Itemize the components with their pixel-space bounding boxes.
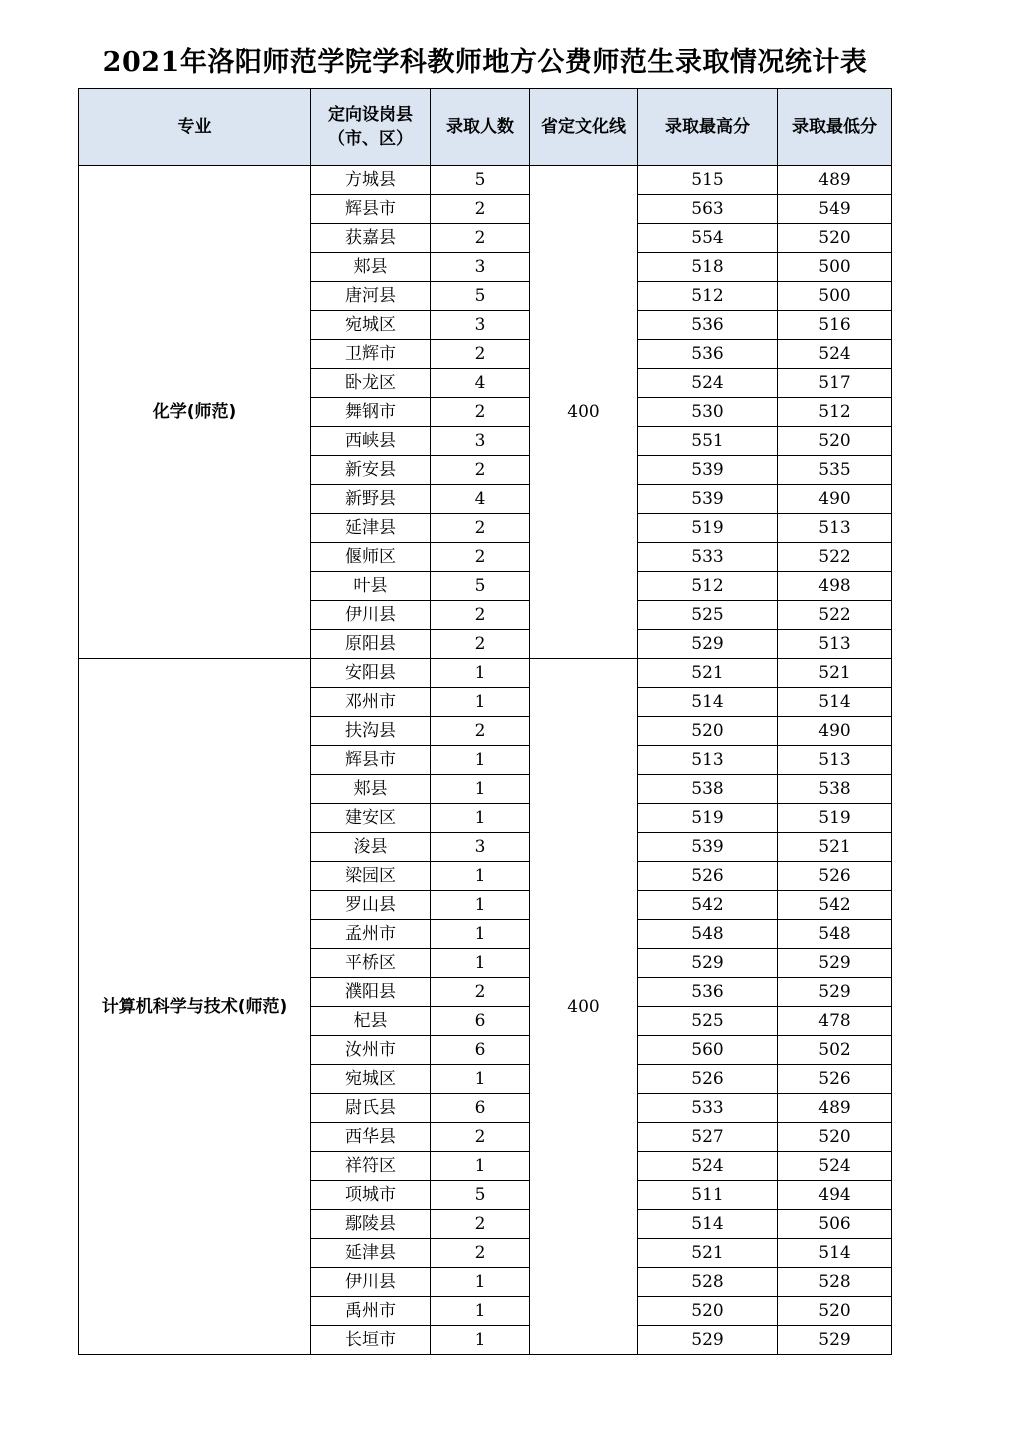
max-score-cell: 520 [638,717,778,746]
count-cell: 2 [431,224,530,253]
table-row [79,659,892,688]
count-cell: 2 [431,195,530,224]
max-score-cell: 539 [638,485,778,514]
county-cell: 扶沟县 [311,717,431,746]
county-cell: 辉县市 [311,195,431,224]
count-cell: 1 [431,920,530,949]
min-score-cell: 512 [778,398,892,427]
table-body [79,166,892,1355]
county-cell: 叶县 [311,572,431,601]
admission-table [78,88,892,1355]
min-score-cell: 514 [778,688,892,717]
county-cell: 西峡县 [311,427,431,456]
county-cell: 濮阳县 [311,978,431,1007]
max-score-cell: 527 [638,1123,778,1152]
count-cell: 2 [431,601,530,630]
county-cell: 杞县 [311,1007,431,1036]
min-score-cell: 490 [778,485,892,514]
county-cell: 新安县 [311,456,431,485]
county-cell: 郏县 [311,253,431,282]
count-cell: 1 [431,1297,530,1326]
count-cell: 1 [431,804,530,833]
count-cell: 2 [431,543,530,572]
max-score-cell: 518 [638,253,778,282]
max-score-cell: 526 [638,862,778,891]
count-cell: 2 [431,456,530,485]
county-cell: 偃师区 [311,543,431,572]
county-cell: 宛城区 [311,311,431,340]
min-score-cell: 489 [778,166,892,195]
header-major: 专业 [79,89,311,166]
min-score-cell: 520 [778,427,892,456]
min-score-cell: 494 [778,1181,892,1210]
min-score-cell: 524 [778,340,892,369]
min-score-cell: 529 [778,978,892,1007]
provincial-line-cell: 400 [530,166,638,659]
county-cell: 宛城区 [311,1065,431,1094]
min-score-cell: 513 [778,630,892,659]
count-cell: 5 [431,1181,530,1210]
max-score-cell: 528 [638,1268,778,1297]
min-score-cell: 506 [778,1210,892,1239]
header-min-score: 录取最低分 [778,89,892,166]
max-score-cell: 530 [638,398,778,427]
count-cell: 1 [431,1268,530,1297]
min-score-cell: 520 [778,224,892,253]
count-cell: 1 [431,862,530,891]
min-score-cell: 521 [778,833,892,862]
max-score-cell: 551 [638,427,778,456]
count-cell: 3 [431,311,530,340]
count-cell: 6 [431,1094,530,1123]
count-cell: 4 [431,485,530,514]
header-county-line2: （市、区） [328,129,413,149]
max-score-cell: 511 [638,1181,778,1210]
county-cell: 尉氏县 [311,1094,431,1123]
page-title: 2021年洛阳师范学院学科教师地方公费师范生录取情况统计表 [102,47,868,78]
count-cell: 6 [431,1036,530,1065]
count-cell: 3 [431,253,530,282]
max-score-cell: 529 [638,630,778,659]
min-score-cell: 529 [778,1326,892,1355]
count-cell: 1 [431,775,530,804]
county-cell: 延津县 [311,1239,431,1268]
count-cell: 1 [431,1152,530,1181]
count-cell: 2 [431,1239,530,1268]
county-cell: 唐河县 [311,282,431,311]
max-score-cell: 533 [638,1094,778,1123]
count-cell: 1 [431,891,530,920]
header-county-line1: 定向设岗县 [328,105,413,125]
major-cell: 计算机科学与技术(师范) [79,659,311,1355]
count-cell: 1 [431,1326,530,1355]
max-score-cell: 529 [638,949,778,978]
county-cell: 西华县 [311,1123,431,1152]
min-score-cell: 520 [778,1297,892,1326]
county-cell: 安阳县 [311,659,431,688]
county-cell: 汝州市 [311,1036,431,1065]
header-provincial-line: 省定文化线 [530,89,638,166]
header-count: 录取人数 [431,89,530,166]
min-score-cell: 535 [778,456,892,485]
max-score-cell: 536 [638,978,778,1007]
min-score-cell: 522 [778,601,892,630]
count-cell: 2 [431,398,530,427]
min-score-cell: 538 [778,775,892,804]
max-score-cell: 536 [638,340,778,369]
county-cell: 浚县 [311,833,431,862]
max-score-cell: 512 [638,282,778,311]
county-cell: 郏县 [311,775,431,804]
max-score-cell: 526 [638,1065,778,1094]
min-score-cell: 514 [778,1239,892,1268]
count-cell: 6 [431,1007,530,1036]
table-row [79,166,892,195]
max-score-cell: 524 [638,369,778,398]
county-cell: 方城县 [311,166,431,195]
max-score-cell: 514 [638,688,778,717]
max-score-cell: 525 [638,601,778,630]
min-score-cell: 478 [778,1007,892,1036]
county-cell: 伊川县 [311,1268,431,1297]
max-score-cell: 529 [638,1326,778,1355]
county-cell: 卧龙区 [311,369,431,398]
major-cell: 化学(师范) [79,166,311,659]
county-cell: 原阳县 [311,630,431,659]
county-cell: 平桥区 [311,949,431,978]
county-cell: 舞钢市 [311,398,431,427]
min-score-cell: 542 [778,891,892,920]
max-score-cell: 536 [638,311,778,340]
count-cell: 4 [431,369,530,398]
county-cell: 建安区 [311,804,431,833]
county-cell: 卫辉市 [311,340,431,369]
max-score-cell: 513 [638,746,778,775]
count-cell: 2 [431,1123,530,1152]
max-score-cell: 521 [638,1239,778,1268]
min-score-cell: 513 [778,746,892,775]
count-cell: 2 [431,978,530,1007]
county-cell: 项城市 [311,1181,431,1210]
county-cell: 伊川县 [311,601,431,630]
min-score-cell: 526 [778,1065,892,1094]
min-score-cell: 516 [778,311,892,340]
count-cell: 1 [431,1065,530,1094]
min-score-cell: 500 [778,282,892,311]
count-cell: 2 [431,717,530,746]
min-score-cell: 517 [778,369,892,398]
max-score-cell: 519 [638,804,778,833]
max-score-cell: 548 [638,920,778,949]
count-cell: 1 [431,659,530,688]
header-county [311,89,431,166]
max-score-cell: 533 [638,543,778,572]
count-cell: 2 [431,340,530,369]
max-score-cell: 539 [638,456,778,485]
county-cell: 新野县 [311,485,431,514]
county-cell: 邓州市 [311,688,431,717]
min-score-cell: 520 [778,1123,892,1152]
count-cell: 1 [431,949,530,978]
max-score-cell: 563 [638,195,778,224]
min-score-cell: 500 [778,253,892,282]
max-score-cell: 542 [638,891,778,920]
min-score-cell: 522 [778,543,892,572]
min-score-cell: 490 [778,717,892,746]
county-cell: 孟州市 [311,920,431,949]
county-cell: 罗山县 [311,891,431,920]
min-score-cell: 502 [778,1036,892,1065]
min-score-cell: 521 [778,659,892,688]
count-cell: 5 [431,572,530,601]
min-score-cell: 526 [778,862,892,891]
county-cell: 延津县 [311,514,431,543]
county-cell: 鄢陵县 [311,1210,431,1239]
count-cell: 5 [431,166,530,195]
count-cell: 2 [431,514,530,543]
min-score-cell: 524 [778,1152,892,1181]
count-cell: 3 [431,427,530,456]
county-cell: 获嘉县 [311,224,431,253]
min-score-cell: 519 [778,804,892,833]
county-cell: 辉县市 [311,746,431,775]
max-score-cell: 521 [638,659,778,688]
max-score-cell: 554 [638,224,778,253]
min-score-cell: 548 [778,920,892,949]
header-max-score: 录取最高分 [638,89,778,166]
count-cell: 2 [431,630,530,659]
count-cell: 5 [431,282,530,311]
county-cell: 禹州市 [311,1297,431,1326]
count-cell: 1 [431,746,530,775]
max-score-cell: 514 [638,1210,778,1239]
max-score-cell: 519 [638,514,778,543]
county-cell: 梁园区 [311,862,431,891]
count-cell: 1 [431,688,530,717]
header-row [79,89,892,166]
county-cell: 祥符区 [311,1152,431,1181]
count-cell: 2 [431,1210,530,1239]
max-score-cell: 520 [638,1297,778,1326]
min-score-cell: 513 [778,514,892,543]
min-score-cell: 498 [778,572,892,601]
min-score-cell: 549 [778,195,892,224]
max-score-cell: 560 [638,1036,778,1065]
max-score-cell: 515 [638,166,778,195]
provincial-line-cell: 400 [530,659,638,1355]
min-score-cell: 529 [778,949,892,978]
max-score-cell: 512 [638,572,778,601]
county-cell: 长垣市 [311,1326,431,1355]
max-score-cell: 538 [638,775,778,804]
max-score-cell: 539 [638,833,778,862]
min-score-cell: 528 [778,1268,892,1297]
max-score-cell: 524 [638,1152,778,1181]
min-score-cell: 489 [778,1094,892,1123]
max-score-cell: 525 [638,1007,778,1036]
count-cell: 3 [431,833,530,862]
